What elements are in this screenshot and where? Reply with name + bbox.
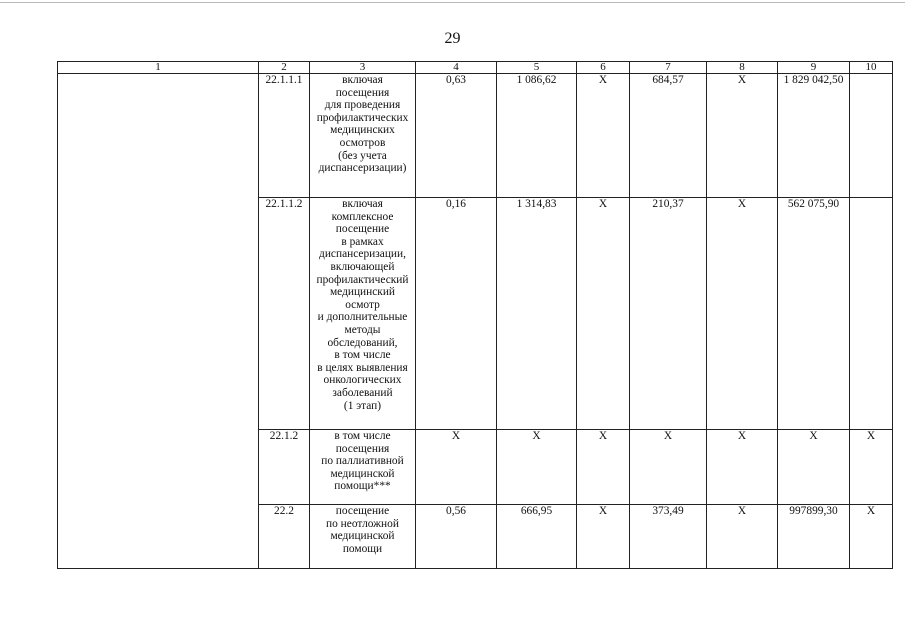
row-name <box>310 198 416 430</box>
cell-col10: Х <box>850 505 893 569</box>
name-line: диспансеризации, <box>319 248 406 261</box>
name-line: (1 этап) <box>343 399 382 412</box>
cell-col5: 1 086,62 <box>497 74 577 198</box>
cell-col7: Х <box>630 430 707 505</box>
name-line: посещения <box>335 86 390 99</box>
cell-col8: Х <box>707 505 778 569</box>
name-line: включая <box>342 74 383 86</box>
cell-col8: Х <box>707 430 778 505</box>
cell-col10: Х <box>850 430 893 505</box>
header-cell: 4 <box>416 62 497 74</box>
name-line: онкологических <box>323 374 402 387</box>
data-table <box>57 61 893 569</box>
cell-col9: 997899,30 <box>778 505 850 569</box>
header-row <box>58 62 893 74</box>
cell-col4: 0,16 <box>416 198 497 430</box>
cell-col5: 666,95 <box>497 505 577 569</box>
name-line: диспансеризации) <box>318 162 407 175</box>
name-line: посещения <box>335 442 390 455</box>
name-line: (без учета <box>338 149 387 162</box>
header-cell: 7 <box>630 62 707 74</box>
cell-col8: Х <box>707 198 778 430</box>
name-line: посещение <box>335 505 390 517</box>
header-cell: 1 <box>58 62 259 74</box>
name-line: в том числе <box>334 430 391 442</box>
row-name <box>310 430 416 505</box>
header-cell: 2 <box>259 62 310 74</box>
header-cell: 8 <box>707 62 778 74</box>
header-cell: 10 <box>850 62 893 74</box>
name-line: методы <box>344 323 381 336</box>
cell-col7: 684,57 <box>630 74 707 198</box>
cell-col9: Х <box>778 430 850 505</box>
name-line: медицинский <box>329 286 396 299</box>
name-line: медицинских <box>330 124 395 137</box>
name-line: помощи <box>342 542 383 555</box>
header-cell: 3 <box>310 62 416 74</box>
cell-col10 <box>850 74 893 198</box>
name-line: помощи*** <box>334 480 391 493</box>
row-code: 22.1.2 <box>259 430 310 505</box>
row-name <box>310 505 416 569</box>
name-line: включая <box>342 198 383 210</box>
name-line: обследований, <box>327 336 398 349</box>
name-line: медицинской <box>330 530 395 543</box>
table-row <box>58 74 893 198</box>
cell-col5: Х <box>497 430 577 505</box>
header-cell: 5 <box>497 62 577 74</box>
name-line: заболеваний <box>332 386 393 399</box>
cell-col4: 0,56 <box>416 505 497 569</box>
name-line: осмотров <box>339 136 386 149</box>
name-line: и дополнительные <box>317 311 408 324</box>
name-line: по неотложной <box>326 517 399 530</box>
header-cell: 9 <box>778 62 850 74</box>
cell-col9: 1 829 042,50 <box>778 74 850 198</box>
cell-col6: Х <box>577 430 630 505</box>
name-line: посещение <box>335 223 390 236</box>
name-line: в том числе <box>334 349 391 362</box>
cell-col9: 562 075,90 <box>778 198 850 430</box>
name-line: осмотр <box>345 298 380 311</box>
merged-first-column-cell <box>58 74 259 569</box>
scan-top-edge <box>0 2 905 4</box>
row-code: 22.2 <box>259 505 310 569</box>
row-code: 22.1.1.2 <box>259 198 310 430</box>
cell-col6: Х <box>577 198 630 430</box>
name-line: в рамках <box>341 235 384 248</box>
page-number: 29 <box>444 30 461 47</box>
cell-col10 <box>850 198 893 430</box>
name-line: включающей <box>330 260 395 273</box>
cell-col5: 1 314,83 <box>497 198 577 430</box>
name-line: профилактический <box>316 273 409 286</box>
cell-col6: Х <box>577 505 630 569</box>
row-code: 22.1.1.1 <box>259 74 310 198</box>
name-line: для проведения <box>324 99 401 112</box>
cell-col4: 0,63 <box>416 74 497 198</box>
cell-col8: Х <box>707 74 778 198</box>
cell-col4: Х <box>416 430 497 505</box>
cell-col6: Х <box>577 74 630 198</box>
name-line: в целях выявления <box>317 361 408 374</box>
name-line: по паллиативной <box>321 455 404 468</box>
cell-col7: 210,37 <box>630 198 707 430</box>
name-line: комплексное <box>331 210 394 223</box>
name-line: профилактических <box>316 111 409 124</box>
cell-col7: 373,49 <box>630 505 707 569</box>
row-name <box>310 74 416 198</box>
header-cell: 6 <box>577 62 630 74</box>
name-line: медицинской <box>330 467 395 480</box>
